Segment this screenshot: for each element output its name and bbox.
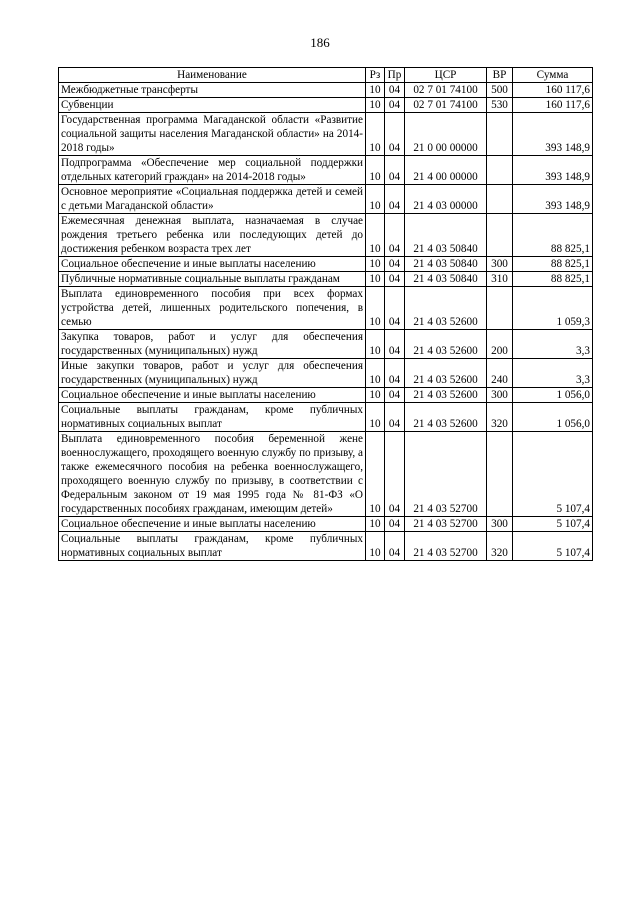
table-row <box>59 272 593 287</box>
cell-csr: 21 4 03 50840 <box>405 257 487 272</box>
cell-vr: 300 <box>487 517 513 532</box>
cell-vr: 320 <box>487 403 513 432</box>
cell-pr: 04 <box>385 98 405 113</box>
cell-csr: 21 4 03 52700 <box>405 532 487 561</box>
cell-vr: 320 <box>487 532 513 561</box>
cell-csr: 02 7 01 74100 <box>405 83 487 98</box>
table-row <box>59 532 593 561</box>
cell-rz: 10 <box>366 185 385 214</box>
cell-name: Подпрограмма «Обеспечение мер социальной поддержки отдельных категорий граждан» на 2014-2018 годы» <box>59 156 366 185</box>
cell-vr <box>487 287 513 330</box>
cell-name: Социальные выплаты гражданам, кроме публичных нормативных социальных выплат <box>59 532 366 561</box>
cell-sum: 3,3 <box>513 359 593 388</box>
cell-pr: 04 <box>385 113 405 156</box>
cell-vr <box>487 214 513 257</box>
cell-rz: 10 <box>366 359 385 388</box>
cell-vr: 300 <box>487 388 513 403</box>
cell-pr: 04 <box>385 388 405 403</box>
cell-csr: 21 4 03 52700 <box>405 517 487 532</box>
cell-csr: 21 4 03 52600 <box>405 287 487 330</box>
cell-sum: 88 825,1 <box>513 272 593 287</box>
table-row <box>59 214 593 257</box>
cell-vr: 500 <box>487 83 513 98</box>
cell-name: Публичные нормативные социальные выплаты гражданам <box>59 272 366 287</box>
cell-vr: 200 <box>487 330 513 359</box>
cell-csr: 21 4 03 52700 <box>405 432 487 517</box>
cell-sum: 5 107,4 <box>513 532 593 561</box>
cell-rz: 10 <box>366 257 385 272</box>
cell-name: Основное мероприятие «Социальная поддержка детей и семей с детьми Магаданской области» <box>59 185 366 214</box>
cell-name: Межбюджетные трансферты <box>59 83 366 98</box>
column-header-rz: Рз <box>366 68 385 83</box>
cell-sum: 1 056,0 <box>513 388 593 403</box>
cell-vr <box>487 185 513 214</box>
cell-name: Ежемесячная денежная выплата, назначаемая в случае рождения третьего ребенка или последующих детей до достижения ребенком возраста трех лет <box>59 214 366 257</box>
budget-table <box>58 67 593 561</box>
cell-name: Социальное обеспечение и иные выплаты населению <box>59 517 366 532</box>
cell-pr: 04 <box>385 403 405 432</box>
table-header-row <box>59 68 593 83</box>
column-header-pr: Пр <box>385 68 405 83</box>
cell-csr: 21 4 03 52600 <box>405 330 487 359</box>
cell-rz: 10 <box>366 156 385 185</box>
cell-rz: 10 <box>366 330 385 359</box>
cell-rz: 10 <box>366 403 385 432</box>
cell-rz: 10 <box>366 272 385 287</box>
cell-vr: 300 <box>487 257 513 272</box>
cell-name: Выплата единовременного пособия беременной жене военнослужащего, проходящего военную службу по призыву, а также ежемесячного пособия на ребенка военнослужащего, проходящего военную службу по призыву, в соответствии с Федеральным законом от 19 мая 1995 года № 81-ФЗ «О государственных пособиях гражданам, имеющим детей» <box>59 432 366 517</box>
cell-csr: 21 4 03 50840 <box>405 272 487 287</box>
cell-name: Иные закупки товаров, работ и услуг для обеспечения государственных (муниципальных) нужд <box>59 359 366 388</box>
cell-pr: 04 <box>385 517 405 532</box>
cell-pr: 04 <box>385 287 405 330</box>
cell-vr <box>487 156 513 185</box>
table-row <box>59 287 593 330</box>
table-row <box>59 156 593 185</box>
cell-csr: 21 4 03 50840 <box>405 214 487 257</box>
cell-sum: 160 117,6 <box>513 98 593 113</box>
table-row <box>59 330 593 359</box>
cell-sum: 1 056,0 <box>513 403 593 432</box>
cell-pr: 04 <box>385 185 405 214</box>
cell-rz: 10 <box>366 214 385 257</box>
cell-pr: 04 <box>385 359 405 388</box>
table-row <box>59 185 593 214</box>
cell-vr: 240 <box>487 359 513 388</box>
cell-vr: 530 <box>487 98 513 113</box>
cell-pr: 04 <box>385 257 405 272</box>
cell-pr: 04 <box>385 214 405 257</box>
cell-csr: 21 4 00 00000 <box>405 156 487 185</box>
table-row <box>59 517 593 532</box>
column-header-csr: ЦСР <box>405 68 487 83</box>
table-row <box>59 359 593 388</box>
cell-sum: 160 117,6 <box>513 83 593 98</box>
table-row <box>59 83 593 98</box>
cell-name: Социальное обеспечение и иные выплаты населению <box>59 388 366 403</box>
cell-pr: 04 <box>385 532 405 561</box>
table-row <box>59 403 593 432</box>
cell-name: Субвенции <box>59 98 366 113</box>
cell-vr <box>487 432 513 517</box>
cell-sum: 1 059,3 <box>513 287 593 330</box>
column-header-name: Наименование <box>59 68 366 83</box>
cell-rz: 10 <box>366 388 385 403</box>
cell-rz: 10 <box>366 517 385 532</box>
cell-pr: 04 <box>385 330 405 359</box>
table-row <box>59 113 593 156</box>
cell-rz: 10 <box>366 432 385 517</box>
cell-pr: 04 <box>385 432 405 517</box>
cell-sum: 393 148,9 <box>513 113 593 156</box>
table-row <box>59 257 593 272</box>
cell-name: Закупка товаров, работ и услуг для обеспечения государственных (муниципальных) нужд <box>59 330 366 359</box>
cell-name: Государственная программа Магаданской области «Развитие социальной защиты населения Магаданской области» на 2014-2018 годы» <box>59 113 366 156</box>
cell-csr: 21 4 03 52600 <box>405 403 487 432</box>
table-row <box>59 388 593 403</box>
cell-sum: 393 148,9 <box>513 185 593 214</box>
cell-rz: 10 <box>366 83 385 98</box>
cell-csr: 21 4 03 52600 <box>405 359 487 388</box>
cell-rz: 10 <box>366 98 385 113</box>
cell-pr: 04 <box>385 272 405 287</box>
cell-sum: 88 825,1 <box>513 214 593 257</box>
cell-sum: 3,3 <box>513 330 593 359</box>
cell-sum: 5 107,4 <box>513 517 593 532</box>
table-row <box>59 98 593 113</box>
cell-rz: 10 <box>366 532 385 561</box>
cell-name: Выплата единовременного пособия при всех формах устройства детей, лишенных родительского попечения, в семью <box>59 287 366 330</box>
cell-name: Социальное обеспечение и иные выплаты населению <box>59 257 366 272</box>
cell-pr: 04 <box>385 156 405 185</box>
cell-name: Социальные выплаты гражданам, кроме публичных нормативных социальных выплат <box>59 403 366 432</box>
column-header-vr: ВР <box>487 68 513 83</box>
cell-vr: 310 <box>487 272 513 287</box>
page-number: 186 <box>310 35 330 50</box>
cell-csr: 21 4 03 52600 <box>405 388 487 403</box>
cell-sum: 393 148,9 <box>513 156 593 185</box>
column-header-sum: Сумма <box>513 68 593 83</box>
cell-rz: 10 <box>366 113 385 156</box>
cell-csr: 02 7 01 74100 <box>405 98 487 113</box>
cell-csr: 21 0 00 00000 <box>405 113 487 156</box>
cell-vr <box>487 113 513 156</box>
cell-rz: 10 <box>366 287 385 330</box>
cell-sum: 5 107,4 <box>513 432 593 517</box>
table-row <box>59 432 593 517</box>
cell-csr: 21 4 03 00000 <box>405 185 487 214</box>
cell-pr: 04 <box>385 83 405 98</box>
cell-sum: 88 825,1 <box>513 257 593 272</box>
